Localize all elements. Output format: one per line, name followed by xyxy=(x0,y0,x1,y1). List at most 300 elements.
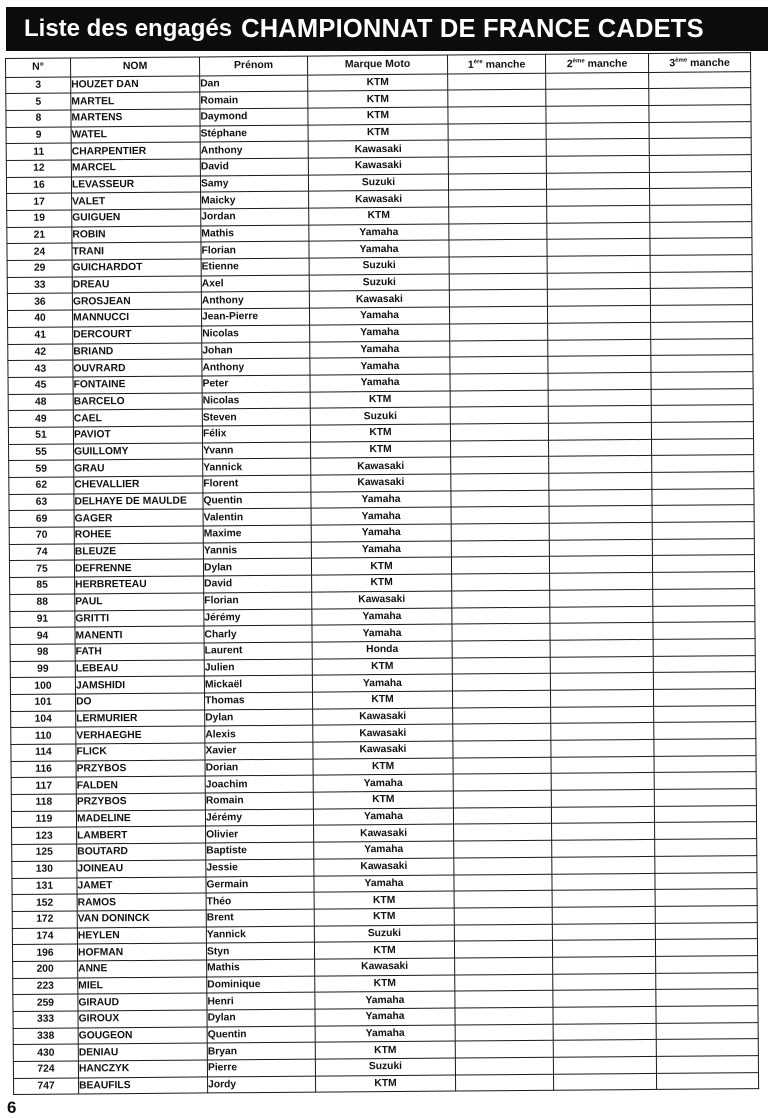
rider-number: 200 xyxy=(13,961,78,978)
rider-firstname: Jessie xyxy=(206,859,314,877)
rider-lastname: RAMOS xyxy=(77,893,206,911)
rider-firstname: Baptiste xyxy=(206,842,314,860)
manche-3-cell xyxy=(651,405,753,422)
rider-number: 196 xyxy=(12,944,77,961)
manche-3-cell xyxy=(653,605,755,622)
rider-firstname: Maxime xyxy=(203,525,311,543)
rider-lastname: CHEVALLIER xyxy=(74,476,203,494)
rider-firstname: Jérémy xyxy=(204,609,312,627)
rider-lastname: GOUGEON xyxy=(78,1027,207,1045)
manche-1-cell xyxy=(449,240,547,257)
rider-lastname: LEVASSEUR xyxy=(71,176,200,194)
rider-firstname: Jordan xyxy=(201,208,309,226)
rider-number: 41 xyxy=(8,327,73,344)
rider-firstname: Charly xyxy=(204,625,312,643)
manche-2-cell xyxy=(549,522,652,539)
manche-3-cell xyxy=(652,522,754,539)
manche-3-cell xyxy=(654,789,756,806)
rider-number: 74 xyxy=(9,544,74,561)
manche-2-cell xyxy=(547,306,650,323)
rider-brand: KTM xyxy=(313,758,453,776)
manche-2-cell xyxy=(547,272,650,289)
manche-2-cell xyxy=(550,623,653,640)
rider-number: 45 xyxy=(8,377,73,394)
rider-firstname: Axel xyxy=(201,275,309,293)
rider-lastname: TRANI xyxy=(72,242,201,260)
manche-1-cell xyxy=(450,373,548,390)
rider-firstname: Quentin xyxy=(203,492,311,510)
rider-lastname: CHARPENTIER xyxy=(71,142,200,160)
manche-3-cell xyxy=(652,438,754,455)
col-header-manche-3: 3ème manche xyxy=(648,53,750,72)
manche-2-cell xyxy=(553,973,656,990)
manche-1-cell xyxy=(453,807,551,824)
manche-1-cell xyxy=(449,206,547,223)
manche-2-cell xyxy=(553,990,656,1007)
manche-2-cell xyxy=(548,339,651,356)
rider-lastname: GIRAUD xyxy=(78,993,207,1011)
manche-2-cell xyxy=(547,189,650,206)
rider-number: 91 xyxy=(10,610,75,627)
rider-number: 114 xyxy=(11,744,76,761)
rider-lastname: GRAU xyxy=(74,459,203,477)
rider-brand: Suzuki xyxy=(309,257,449,275)
rider-firstname: Stéphane xyxy=(200,125,308,143)
manche-2-cell xyxy=(546,105,649,122)
rider-number: 70 xyxy=(9,527,74,544)
manche-3-cell xyxy=(649,121,751,138)
manche-2-cell xyxy=(552,873,655,890)
rider-number: 174 xyxy=(12,928,77,945)
rider-firstname: Alexis xyxy=(205,725,313,743)
rider-lastname: HANCZYK xyxy=(78,1060,207,1078)
col-header-nom: NOM xyxy=(71,57,200,77)
rider-number: 333 xyxy=(13,1011,78,1028)
rider-number: 19 xyxy=(7,210,72,227)
rider-brand: Suzuki xyxy=(309,274,449,292)
rider-number: 43 xyxy=(8,360,73,377)
rider-firstname: David xyxy=(204,575,312,593)
rider-brand: KTM xyxy=(308,124,448,142)
rider-brand: Yamaha xyxy=(313,774,453,792)
rider-number: 75 xyxy=(9,560,74,577)
rider-brand: KTM xyxy=(312,658,452,676)
manche-1-cell xyxy=(452,623,550,640)
rider-lastname: PRZYBOS xyxy=(76,793,205,811)
rider-brand: Yamaha xyxy=(314,874,454,892)
manche-1-cell xyxy=(449,190,547,207)
manche-1-cell xyxy=(453,707,551,724)
manche-1-cell xyxy=(451,490,549,507)
manche-1-cell xyxy=(449,306,547,323)
manche-2-cell xyxy=(552,940,655,957)
rider-lastname: MANENTI xyxy=(75,626,204,644)
manche-2-cell xyxy=(549,506,652,523)
manche-3-cell xyxy=(649,105,751,122)
rider-number: 36 xyxy=(7,293,72,310)
manche-1-cell xyxy=(452,640,550,657)
manche-2-cell xyxy=(546,72,649,89)
manche-3-cell xyxy=(656,989,758,1006)
manche-2-cell xyxy=(552,856,655,873)
rider-lastname: ROBIN xyxy=(72,226,201,244)
manche-1-cell xyxy=(454,907,552,924)
rider-lastname: MIEL xyxy=(78,977,207,995)
rider-lastname: MADELINE xyxy=(76,810,205,828)
rider-brand: Yamaha xyxy=(310,324,450,342)
manche-3-cell xyxy=(652,555,754,572)
rider-lastname: DREAU xyxy=(72,276,201,294)
rider-firstname: Etienne xyxy=(201,258,309,276)
rider-brand: Yamaha xyxy=(309,307,449,325)
manche-3-cell xyxy=(656,1006,758,1023)
manche-2-cell xyxy=(552,890,655,907)
rider-number: 130 xyxy=(12,861,77,878)
rider-brand: Kawasaki xyxy=(308,140,448,158)
rider-lastname: VALET xyxy=(72,192,201,210)
rider-lastname: PAUL xyxy=(75,593,204,611)
manche-1-cell xyxy=(448,106,546,123)
rider-number: 40 xyxy=(7,310,72,327)
rider-lastname: HEYLEN xyxy=(77,927,206,945)
rider-brand: Suzuki xyxy=(315,1058,455,1076)
rider-firstname: Mickaël xyxy=(204,675,312,693)
manche-3-cell xyxy=(651,321,753,338)
rider-brand: KTM xyxy=(312,691,452,709)
manche-3-cell xyxy=(649,71,751,88)
manche-1-cell xyxy=(453,740,551,757)
rider-brand: Yamaha xyxy=(311,541,451,559)
manche-1-cell xyxy=(454,890,552,907)
manche-3-cell xyxy=(650,255,752,272)
manche-3-cell xyxy=(650,288,752,305)
rider-firstname: Samy xyxy=(200,175,308,193)
rider-lastname: HERBRETEAU xyxy=(75,576,204,594)
rider-brand: KTM xyxy=(308,74,448,92)
rider-firstname: Peter xyxy=(202,375,310,393)
manche-3-cell xyxy=(656,972,758,989)
rider-firstname: Anthony xyxy=(202,358,310,376)
rider-lastname: GUIGUEN xyxy=(72,209,201,227)
rider-number: 16 xyxy=(6,177,71,194)
rider-number: 724 xyxy=(13,1061,78,1078)
manche-1-cell xyxy=(450,356,548,373)
rider-lastname: GIROUX xyxy=(78,1010,207,1028)
manche-1-cell xyxy=(453,724,551,741)
manche-1-cell xyxy=(452,607,550,624)
col-header-marque: Marque Moto xyxy=(307,55,447,75)
manche-1-cell xyxy=(449,273,547,290)
manche-1-cell xyxy=(449,290,547,307)
manche-2-cell xyxy=(546,172,649,189)
manche-1-cell xyxy=(454,857,552,874)
rider-number: 69 xyxy=(9,510,74,527)
manche-1-cell xyxy=(449,256,547,273)
rider-firstname: Dorian xyxy=(205,759,313,777)
manche-1-cell xyxy=(454,824,552,841)
manche-3-cell xyxy=(653,689,755,706)
manche-2-cell xyxy=(552,840,655,857)
manche-3-cell xyxy=(655,905,757,922)
rider-number: 338 xyxy=(13,1028,78,1045)
manche-2-cell xyxy=(548,372,651,389)
rider-brand: Yamaha xyxy=(310,357,450,375)
manche-3-cell xyxy=(654,755,756,772)
rider-lastname: GAGER xyxy=(74,509,203,527)
manche-1-cell xyxy=(453,757,551,774)
rider-lastname: FALDEN xyxy=(76,776,205,794)
rider-firstname: Florian xyxy=(201,241,309,259)
rider-brand: Yamaha xyxy=(312,608,452,626)
rider-number: 131 xyxy=(12,877,77,894)
rider-number: 88 xyxy=(10,594,75,611)
manche-3-cell xyxy=(655,939,757,956)
rider-firstname: Brent xyxy=(206,909,314,927)
manche-3-cell xyxy=(649,88,751,105)
manche-2-cell xyxy=(549,489,652,506)
rider-brand: KTM xyxy=(314,941,454,959)
rider-brand: KTM xyxy=(315,1041,455,1059)
manche-2-cell xyxy=(550,639,653,656)
rider-firstname: Maicky xyxy=(201,191,309,209)
manche-3-cell xyxy=(655,855,757,872)
rider-brand: KTM xyxy=(308,107,448,125)
rider-number: 42 xyxy=(8,343,73,360)
rider-brand: KTM xyxy=(313,791,453,809)
rider-number: 9 xyxy=(6,127,71,144)
rider-lastname: ROHEE xyxy=(74,526,203,544)
manche-2-cell xyxy=(548,322,651,339)
rider-firstname: Nicolas xyxy=(202,392,310,410)
rider-lastname: LAMBERT xyxy=(77,826,206,844)
col-header-manche-1: 1ère manche xyxy=(447,54,545,73)
rider-lastname: MARTENS xyxy=(71,109,200,127)
manche-2-cell xyxy=(551,773,654,790)
rider-lastname: LERMURIER xyxy=(76,710,205,728)
title-main: CHAMPIONNAT DE FRANCE CADETS xyxy=(241,14,704,43)
manche-3-cell xyxy=(653,655,755,672)
rider-firstname: Bryan xyxy=(207,1042,315,1060)
rider-lastname: DEFRENNE xyxy=(74,559,203,577)
rider-lastname: CAEL xyxy=(73,409,202,427)
rider-firstname: Mathis xyxy=(201,225,309,243)
rider-firstname: Jordy xyxy=(208,1076,316,1094)
manche-2-cell xyxy=(550,656,653,673)
rider-number: 116 xyxy=(11,761,76,778)
rider-brand: KTM xyxy=(310,424,450,442)
manche-3-cell xyxy=(652,455,754,472)
manche-1-cell xyxy=(452,657,550,674)
manche-2-cell xyxy=(547,205,650,222)
manche-2-cell xyxy=(550,589,653,606)
manche-2-cell xyxy=(546,122,649,139)
manche-2-cell xyxy=(546,139,649,156)
rider-brand: Honda xyxy=(312,641,452,659)
rider-number: 48 xyxy=(8,394,73,411)
manche-2-cell xyxy=(553,1073,656,1090)
rider-brand: Suzuki xyxy=(310,407,450,425)
rider-firstname: Yvann xyxy=(203,442,311,460)
manche-2-cell xyxy=(549,456,652,473)
rider-brand: Yamaha xyxy=(313,808,453,826)
rider-brand: Kawasaki xyxy=(309,190,449,208)
rider-lastname: BOUTARD xyxy=(77,843,206,861)
rider-lastname: BEAUFILS xyxy=(79,1077,208,1095)
col-header-num: N° xyxy=(6,58,71,77)
manche-1-cell xyxy=(453,790,551,807)
manche-1-cell xyxy=(451,557,549,574)
rider-lastname: HOFMAN xyxy=(77,943,206,961)
manche-3-cell xyxy=(653,672,755,689)
manche-3-cell xyxy=(651,355,753,372)
manche-3-cell xyxy=(655,822,757,839)
manche-3-cell xyxy=(650,238,752,255)
manche-1-cell xyxy=(454,840,552,857)
rider-firstname: Florent xyxy=(203,475,311,493)
manche-3-cell xyxy=(654,739,756,756)
manche-2-cell xyxy=(548,389,651,406)
rider-firstname: Nicolas xyxy=(202,325,310,343)
rider-lastname: PRZYBOS xyxy=(76,760,205,778)
rider-lastname: VERHAEGHE xyxy=(76,726,205,744)
rider-brand: Yamaha xyxy=(314,841,454,859)
rider-number: 21 xyxy=(7,227,72,244)
rider-brand: Suzuki xyxy=(308,174,448,192)
manche-1-cell xyxy=(451,457,549,474)
rider-firstname: Dan xyxy=(200,75,308,93)
manche-2-cell xyxy=(549,556,652,573)
manche-3-cell xyxy=(654,772,756,789)
rider-firstname: Thomas xyxy=(204,692,312,710)
manche-1-cell xyxy=(448,123,546,140)
rider-number: 33 xyxy=(7,277,72,294)
manche-3-cell xyxy=(651,388,753,405)
manche-2-cell xyxy=(547,239,650,256)
manche-2-cell xyxy=(550,573,653,590)
rider-brand: Yamaha xyxy=(312,674,452,692)
rider-brand: KTM xyxy=(311,441,451,459)
rider-number: 17 xyxy=(7,193,72,210)
rider-firstname: Julien xyxy=(204,659,312,677)
rider-brand: KTM xyxy=(311,557,451,575)
rider-firstname: Dylan xyxy=(205,709,313,727)
rider-firstname: Jérémy xyxy=(205,809,313,827)
rider-number: 118 xyxy=(11,794,76,811)
manche-1-cell xyxy=(448,140,546,157)
rider-number: 172 xyxy=(12,911,77,928)
rider-number: 104 xyxy=(11,711,76,728)
rider-brand: Yamaha xyxy=(311,524,451,542)
manche-1-cell xyxy=(448,156,546,173)
manche-3-cell xyxy=(650,188,752,205)
rider-lastname: MARCEL xyxy=(71,159,200,177)
manche-2-cell xyxy=(553,1056,656,1073)
manche-2-cell xyxy=(547,256,650,273)
rider-number: 11 xyxy=(6,143,71,160)
rider-brand: Yamaha xyxy=(310,374,450,392)
title-banner xyxy=(6,7,768,51)
manche-1-cell xyxy=(450,406,548,423)
rider-firstname: Styn xyxy=(206,942,314,960)
rider-firstname: Dominique xyxy=(207,976,315,994)
rider-lastname: WATEL xyxy=(71,126,200,144)
rider-brand: Kawasaki xyxy=(309,290,449,308)
manche-3-cell xyxy=(653,622,755,639)
rider-number: 49 xyxy=(8,410,73,427)
manche-2-cell xyxy=(550,606,653,623)
rider-firstname: Pierre xyxy=(207,1059,315,1077)
page-number: 6 xyxy=(7,1098,17,1117)
rider-lastname: BLEUZE xyxy=(74,543,203,561)
rider-brand: Kawasaki xyxy=(315,958,455,976)
rider-lastname: GROSJEAN xyxy=(72,292,201,310)
rider-lastname: JAMSHIDI xyxy=(75,676,204,694)
manche-2-cell xyxy=(551,723,654,740)
rider-firstname: Yannick xyxy=(206,926,314,944)
rider-lastname: LEBEAU xyxy=(75,660,204,678)
manche-2-cell xyxy=(547,222,650,239)
rider-firstname: Olivier xyxy=(206,826,314,844)
manche-1-cell xyxy=(452,590,550,607)
manche-1-cell xyxy=(452,573,550,590)
manche-1-cell xyxy=(451,540,549,557)
rider-firstname: Steven xyxy=(202,408,310,426)
rider-number: 125 xyxy=(12,844,77,861)
rider-brand: Yamaha xyxy=(311,507,451,525)
rider-brand: KTM xyxy=(314,891,454,909)
rider-brand: KTM xyxy=(315,975,455,993)
entrants-table xyxy=(5,52,759,1095)
rider-firstname: Romain xyxy=(205,792,313,810)
rider-firstname: Jean-Pierre xyxy=(201,308,309,326)
manche-3-cell xyxy=(651,372,753,389)
rider-firstname: Johan xyxy=(202,342,310,360)
manche-1-cell xyxy=(455,1057,553,1074)
manche-1-cell xyxy=(455,957,553,974)
rider-number: 55 xyxy=(9,444,74,461)
rider-firstname: Germain xyxy=(206,876,314,894)
manche-2-cell xyxy=(551,756,654,773)
rider-brand: KTM xyxy=(316,1075,456,1093)
rider-lastname: FLICK xyxy=(76,743,205,761)
manche-3-cell xyxy=(652,472,754,489)
rider-brand: Yamaha xyxy=(309,240,449,258)
manche-1-cell xyxy=(451,473,549,490)
manche-2-cell xyxy=(549,439,652,456)
manche-1-cell xyxy=(453,774,551,791)
rider-brand: Kawasaki xyxy=(314,858,454,876)
rider-firstname: Dylan xyxy=(203,559,311,577)
manche-2-cell xyxy=(548,356,651,373)
rider-lastname: OUVRARD xyxy=(73,359,202,377)
manche-3-cell xyxy=(655,922,757,939)
manche-1-cell xyxy=(451,440,549,457)
rider-brand: Yamaha xyxy=(315,1008,455,1026)
manche-2-cell xyxy=(548,422,651,439)
rider-brand: Kawasaki xyxy=(313,741,453,759)
rider-number: 63 xyxy=(9,494,74,511)
col-header-manche-2: 2ème manche xyxy=(545,53,648,72)
manche-3-cell xyxy=(649,171,751,188)
rider-lastname: PAVIOT xyxy=(73,426,202,444)
manche-1-cell xyxy=(455,1007,553,1024)
manche-2-cell xyxy=(551,806,654,823)
rider-number: 110 xyxy=(11,727,76,744)
rider-brand: Kawasaki xyxy=(313,708,453,726)
manche-2-cell xyxy=(551,706,654,723)
manche-2-cell xyxy=(546,155,649,172)
manche-1-cell xyxy=(455,1074,553,1091)
